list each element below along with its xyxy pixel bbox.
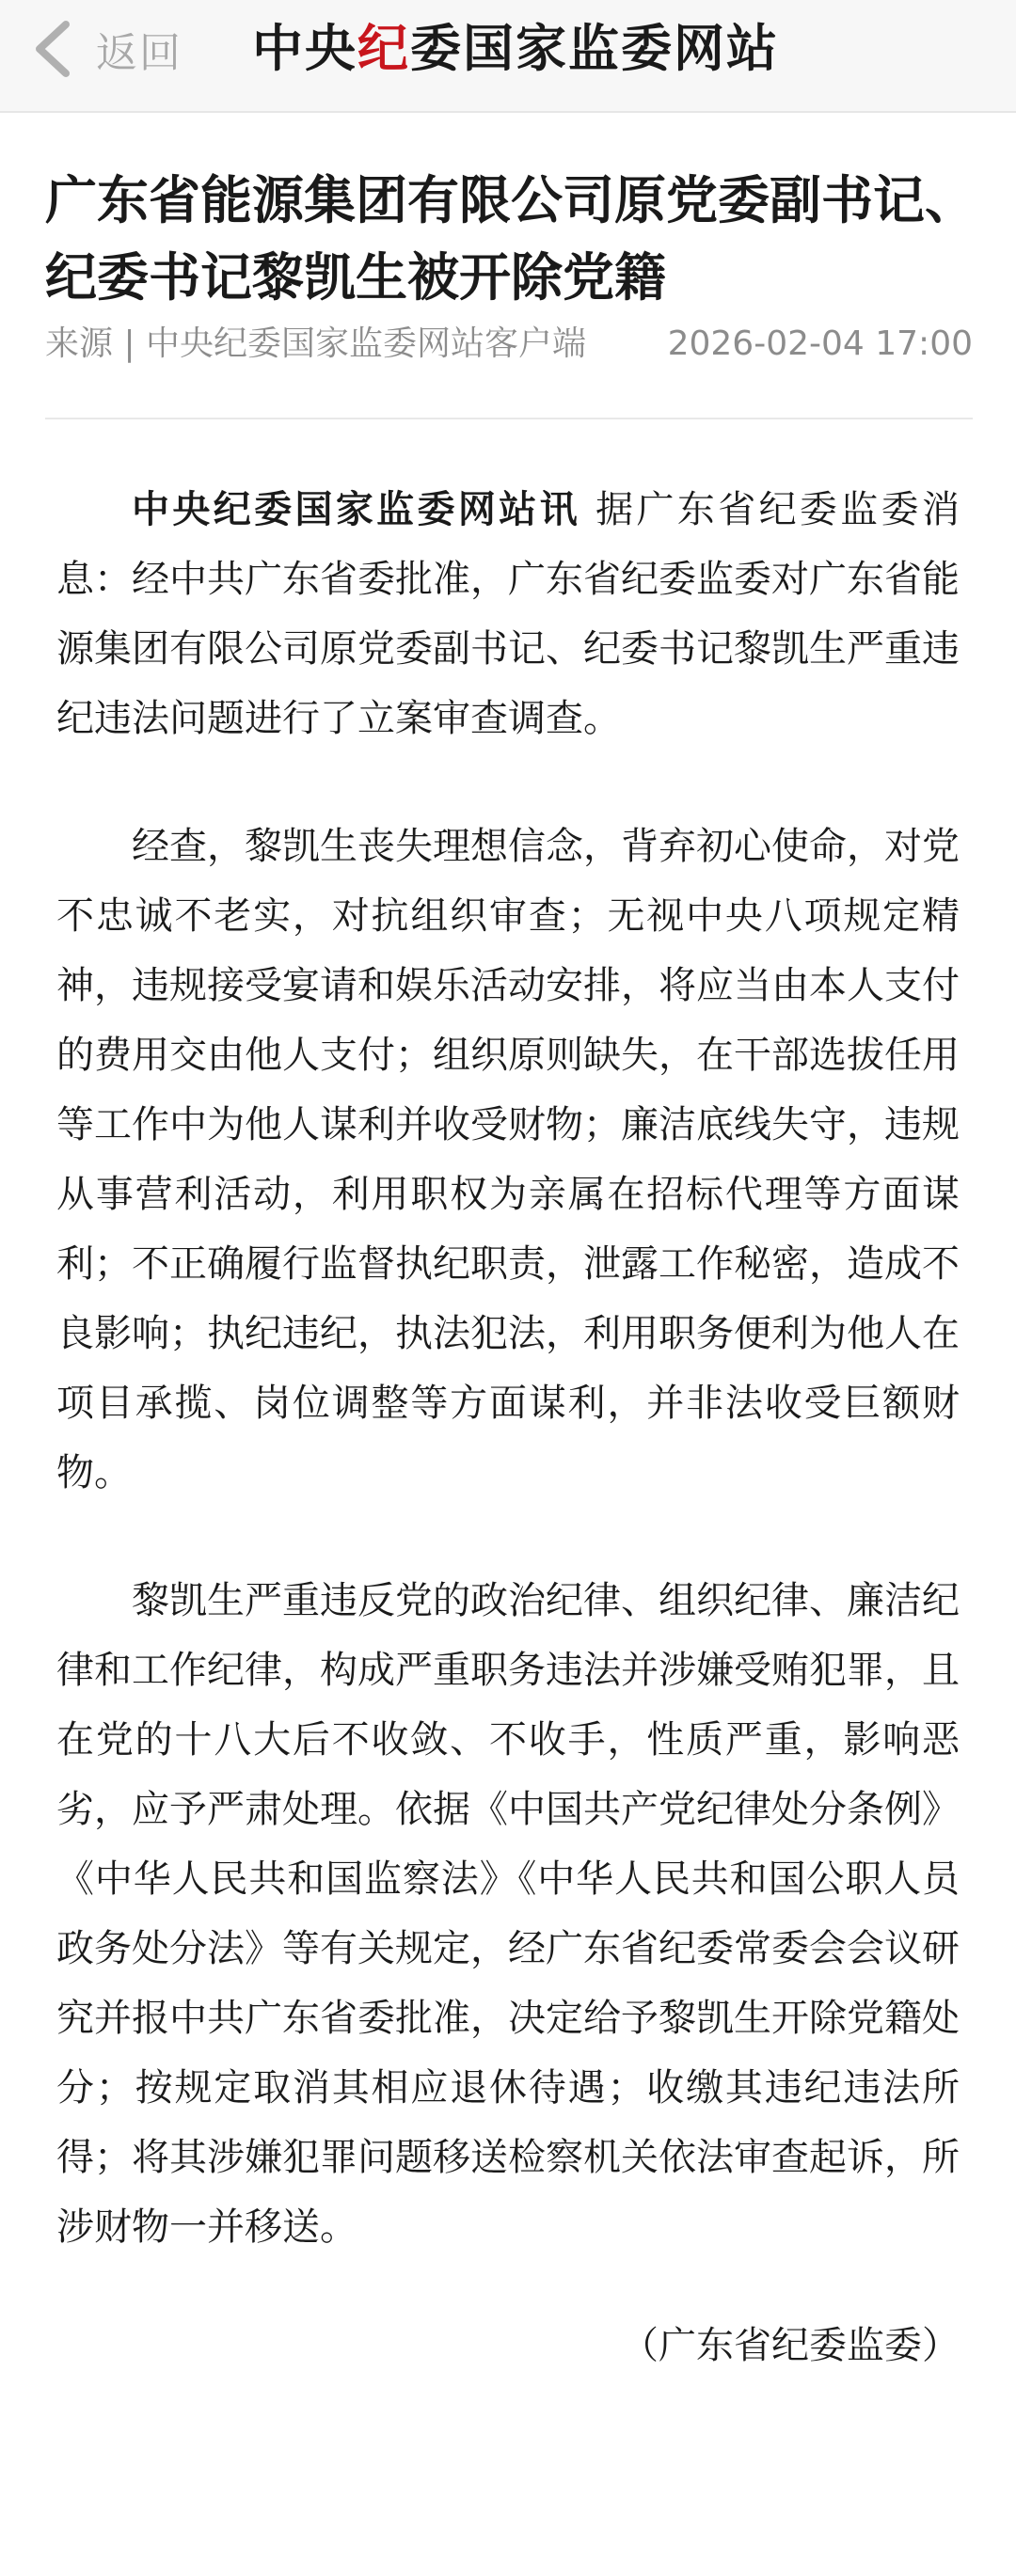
article-paragraph-2: 经查，黎凯生丧失理想信念，背弃初心使命，对党不忠诚不老实，对抗组织审查；无视中央八项规定精神，违规接受宴请和娱乐活动安排，将应当由本人支付的费用交由他人支付；组织原则缺失，在干部选拔任用等工作中为他人谋利并收受财物；廉洁底线失守，违规从事营利活动，利用职权为亲属在招标代理等方面谋利；不正确履行监督执纪职责，泄露工作秘密，造成不良影响；执纪违纪，执法犯法，利用职务便利为他人在项目承揽、岗位调整等方面谋利，并非法收受巨额财物。: [56, 825, 960, 1494]
article-paragraph-3: 黎凯生严重违反党的政治纪律、组织纪律、廉洁纪律和工作纪律，构成严重职务违法并涉嫌受贿犯罪，且在党的十八大后不收敛、不收手，性质严重，影响恶劣，应予严肃处理。依据《中国共产党纪律处分条例》《中华人民共和国监察法》《中华人民共和国公职人员政务处分法》等有关规定，经广东省纪委常委会会议研究并报中共广东省委批准，决定给予黎凯生开除党籍处分；按规定取消其相应退休待遇；收缴其违纪违法所得；将其涉嫌犯罪问题移送检察机关依法审查起诉，所涉财物一并移送。: [56, 1579, 960, 2249]
article-paragraph-1: [56, 475, 960, 753]
top-navigation-bar: [0, 0, 1016, 113]
site-title-part1: 中央: [252, 18, 357, 78]
article-meta: [45, 316, 973, 372]
article-body: [56, 475, 960, 2380]
article-paragraph-1-text: 据广东省纪委监委消息：经中共广东省委批准，广东省纪委监委对广东省能源集团有限公司原党委副书记、纪委书记黎凯生严重违纪违法问题进行了立案审查调查。: [56, 488, 960, 740]
article-headline: 广东省能源集团有限公司原党委副书记、纪委书记黎凯生被开除党籍: [45, 170, 977, 308]
article-date: 2026-02-04 17:00: [667, 324, 973, 363]
back-button[interactable]: [28, 19, 183, 79]
site-title: [252, 15, 779, 81]
chevron-left-icon: [28, 19, 75, 79]
article-signature: （广东省纪委监委）: [621, 2324, 960, 2367]
back-label: 返回: [96, 29, 183, 77]
divider: [45, 418, 973, 419]
site-title-accent: 纪: [357, 18, 410, 78]
article-lead: 中央纪委国家监委网站讯: [132, 488, 581, 531]
site-title-part2: 委国家监委网站: [410, 18, 779, 78]
article-source: 来源 | 中央纪委国家监委网站客户端: [45, 324, 587, 363]
